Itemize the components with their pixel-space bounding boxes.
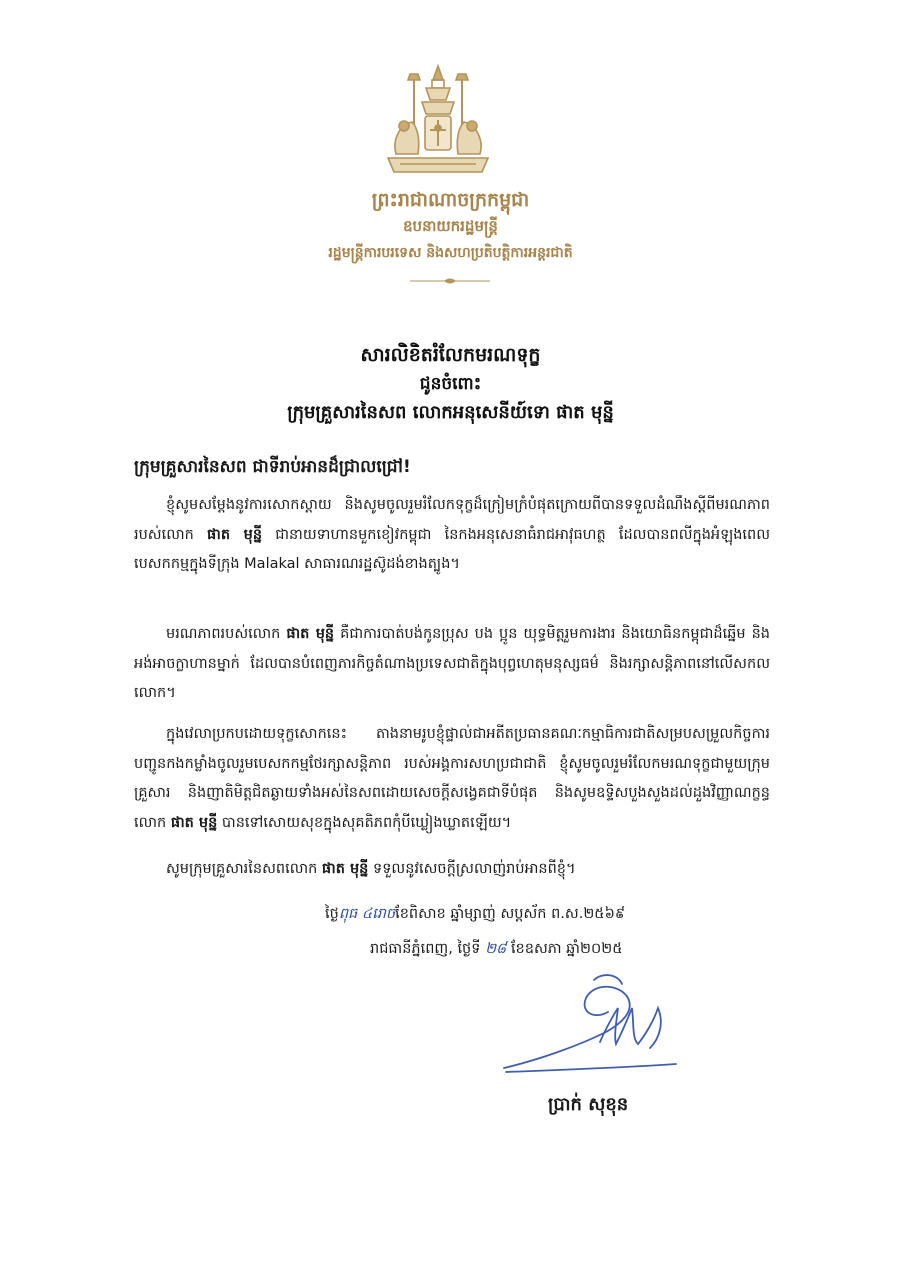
header-ornament-divider: [408, 276, 492, 286]
letter-title: សារលិខិតរំលែកមរណទុក្ខ: [360, 344, 541, 366]
deceased-name: ផាត មុន្នី: [207, 526, 263, 543]
solar-date-line: រាជធានីភ្នំពេញ, ថ្ងៃទី ២៨ ខែឧសភា ឆ្នាំ២០២៥: [370, 941, 623, 957]
body-paragraph-2: មរណភាពរបស់លោក ផាត មុន្នី គឺជាការបាត់បង់កូនប្រុស បង ប្អូន យុទ្ធមិត្តរួមការងារ និងយោធិនកម្ពុជាដ៏ឆ្នើម និងអង់អាចក្លាហានម្នាក់ ដែលបានបំពេញភារកិច្ចតំណាងប្រទេសជាតិក្នុងបុព្វហេតុមនុស្សធម៌ និងរក្សាសន្តិភាពនៅលើសកលលោក។: [134, 626, 771, 701]
handwritten-solar-day: ២៨: [485, 941, 507, 957]
salutation: ក្រុមគ្រួសារនៃសព ជាទីរាប់អានដ៏ជ្រាលជ្រៅ!: [134, 457, 411, 477]
kingdom-heading: ព្រះរាជាណាចក្រកម្ពុជា: [371, 189, 530, 211]
letter-recipient: ក្រុមគ្រួសារនៃសព លោកអនុសេនីយ៍ទោ ផាត មុន្នី: [287, 402, 614, 423]
body-paragraph-1: ខ្ញុំសូមសម្តែងនូវការសោកស្តាយ និងសូមចូលរួមរំលែកទុក្ខដ៏ក្រៀមក្រំបំផុតក្រោយពីបានទទួលដំណឹងស្តីពីមរណភាពរបស់លោក ផាត មុន្នី ជានាយទាហានមួកខៀវកម្ពុជា នៃកងអនុសេនាធំរាជអាវុធហត្ថ ដែលបានពលីក្នុងអំឡុងពេលបេសកកម្មក្នុងទីក្រុង Malakal សាធារណរដ្ឋស៊ូដង់ខាងត្បូង។: [134, 497, 771, 572]
signer-name: ប្រាក់ សុខុន: [548, 1094, 629, 1115]
deceased-name: ផាត មុន្នី: [286, 626, 335, 642]
deceased-name: ផាត មុន្នី: [321, 861, 369, 877]
body-paragraph-3: ក្នុងវេលាប្រកបដោយទុក្ខសោកនេះ តាងនាមរូបខ្ញុំផ្ទាល់ជាអតីតប្រធានគណៈកម្មាធិការជាតិសម្របសម្រួលកិច្ចការបញ្ជូនកងកម្លាំងចូលរួមបេសកកម្មថែរក្សាសន្តិភាព របស់អង្គការសហប្រជាជាតិ ខ្ញុំសូមចូលរួមរំលែកមរណទុក្ខជាមួយក្រុមគ្រួសារ និងញាតិមិត្តជិតឆ្ងាយទាំងអស់នៃសពដោយសេចក្តីសង្វេគជាទីបំផុត និងសូមឧទ្ទិសបួងសួងដល់ដួងវិញ្ញាណក្ខន្ធលោក ផាត មុន្នី បានទៅសោយសុខក្នុងសុគតិភពកុំបីឃ្លៀងឃ្លាតឡើយ។: [134, 726, 770, 831]
deceased-name: ផាត មុន្នី: [170, 814, 218, 831]
handwritten-lunar-day: ពុធ ៤រោច: [338, 906, 396, 922]
office-heading: ឧបនាយករដ្ឋមន្ត្រី: [403, 217, 498, 235]
royal-coat-of-arms-emblem: [378, 62, 498, 180]
lunar-date-line: ថ្ងៃពុធ ៤រោចខែពិសាខ ឆ្នាំម្សាញ់ សប្តស័ក ព.ស.២៥៦៩: [325, 906, 626, 922]
body-paragraph-4: សូមក្រុមគ្រួសារនៃសពលោក ផាត មុន្នី ទទួលនូវសេចក្តីស្រលាញ់រាប់អានពីខ្ញុំ។: [166, 861, 576, 877]
letter-addressed-to: ជូនចំពោះ: [419, 374, 482, 394]
handwritten-signature: [498, 968, 688, 1078]
ministry-heading: រដ្ឋមន្ត្រីការបរទេស និងសហប្រតិបត្តិការអន្តរជាតិ: [328, 245, 573, 261]
